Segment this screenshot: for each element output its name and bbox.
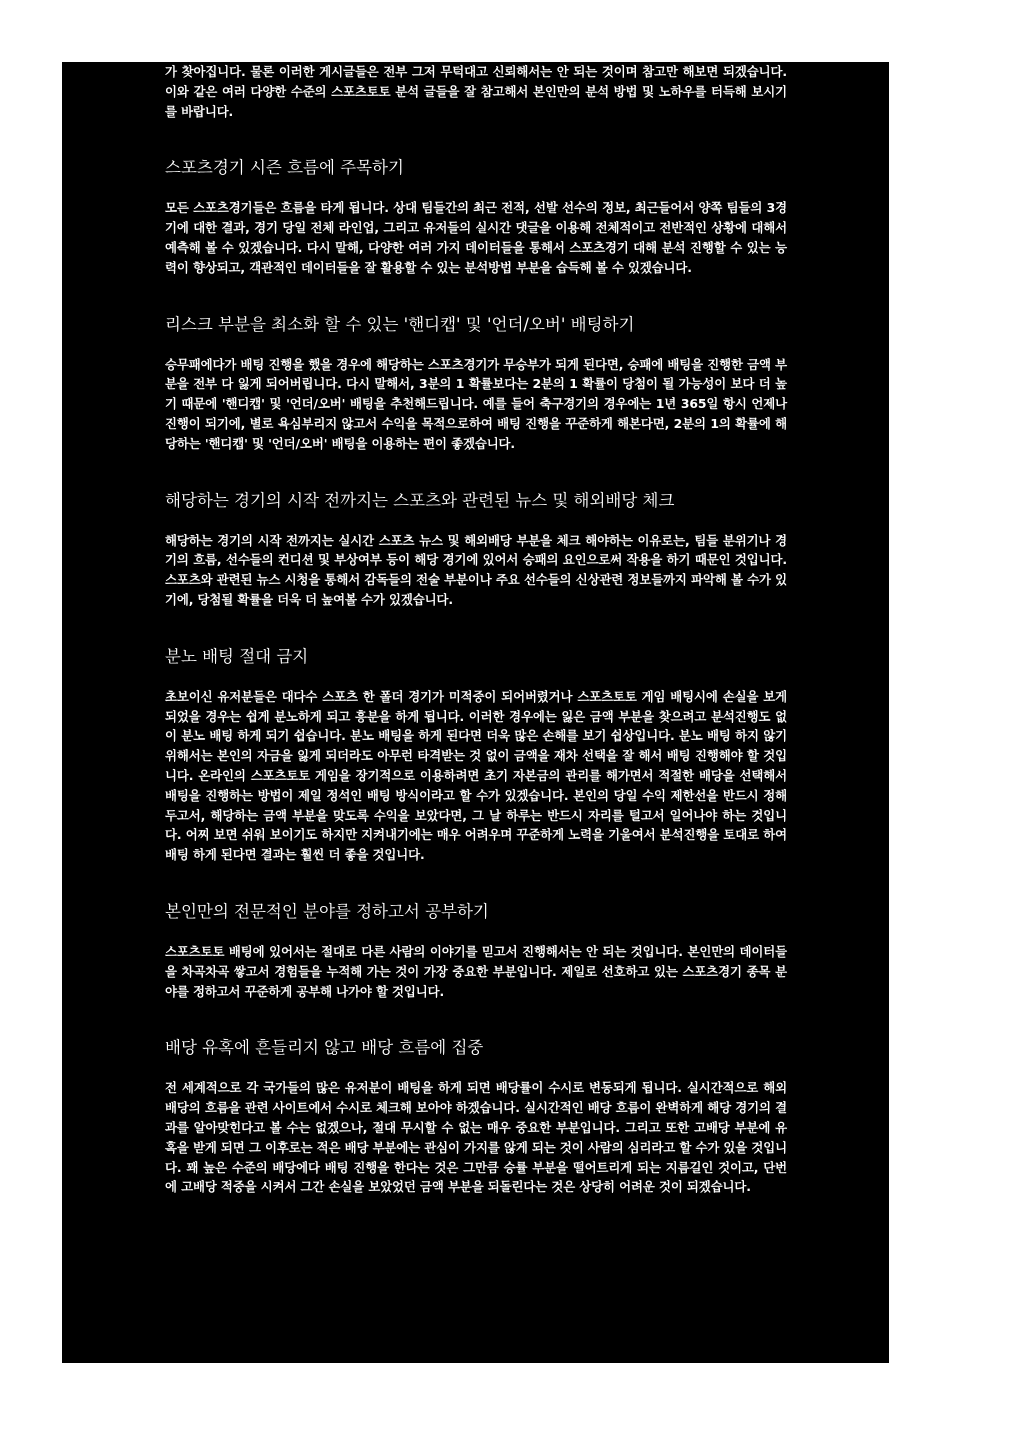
section-heading-handicap: 리스크 부분을 최소화 할 수 있는 '핸디캡' 및 '언더/오버' 배팅하기 xyxy=(165,314,635,334)
section-body-season-flow: 모든 스포츠경기들은 흐름을 타게 됩니다. 상대 팀들간의 최근 전적, 선발 선수의 정보, 최근들어서 양쪽 팀들의 3경기에 대한 결과, 경기 당일 전체 라인업, 그리고 유저들의 실시간 댓글을 이용해 전체적이고 전반적인 상황에 대해서 예측해 볼 수 있겠습니다. 다시 말해, 다양한 여러 가지 데이터들을 통해서 스포츠경기 대해 분석 진행할 수 있는 능력이 향상되고, 객관적인 데이터들을 잘 활용할 수 있는 분석방법 부분을 습득해 볼 수 있겠습니다. xyxy=(165,200,787,275)
section-body-odds-flow: 전 세계적으로 각 국가들의 많은 유저분이 배팅을 하게 되면 배당률이 수시로 변동되게 됩니다. 실시간적으로 해외 배당의 흐름을 관련 사이트에서 수시로 체크해 보아야 하겠습니다. 실시간적인 배당 흐름이 완벽하게 해당 경기의 결과를 알아맞힌다고 볼 수는 없겠으나, 절대 무시할 수 없는 매우 중요한 부분입니다. 그리고 또한 고배당 부분에 유혹을 받게 되면 그 이후로는 적은 배당 부분에는 관심이 가지를 않게 되는 것이 사람의 심리라고 할 수가 있을 것입니다. 꽤 높은 수준의 배당에다 배팅 진행을 한다는 것은 그만큼 승률 부분을 떨어트리게 되는 지름길인 것이고, 단번에 고배당 적중을 시켜서 그간 손실을 보았었던 금액 부분을 되돌린다는 것은 상당히 어려운 것이 되겠습니다. xyxy=(165,1080,787,1195)
section-body-handicap: 승무패에다가 배팅 진행을 했을 경우에 해당하는 스포츠경기가 무승부가 되게 된다면, 승패에 배팅을 진행한 금액 부분을 전부 다 잃게 되어버립니다. 다시 말해서, 3분의 1 확률보다는 2분의 1 확률이 당첨이 될 가능성이 보다 더 높기 때문에 '핸디캡' 및 '언더/오버' 배팅을 추천해드립니다. 예를 들어 축구경기의 경우에는 1년 365일 항시 언제나 진행이 되기에, 별로 욕심부리지 않고서 수익을 목적으로하여 배팅 진행을 꾸준하게 해본다면, 2분의 1의 확률에 해당하는 '핸디캡' 및 '언더/오버' 배팅을 이용하는 편이 좋겠습니다. xyxy=(165,356,787,451)
intro-paragraph: 가 찾아집니다. 물론 이러한 게시글들은 전부 그저 무턱대고 신뢰해서는 안 되는 것이며 참고만 해보면 되겠습니다. 이와 같은 여러 다양한 수준의 스포츠토토 분석 글들을 잘 참고해서 본인만의 분석 방법 및 노하우를 터득해 보시기를 바랍니다. xyxy=(165,64,787,119)
section-heading-specialty: 본인만의 전문적인 분야를 정하고서 공부하기 xyxy=(165,901,489,921)
section-body-news-check: 해당하는 경기의 시작 전까지는 실시간 스포츠 뉴스 및 해외배당 부분을 체크 해야하는 이유로는, 팀들 분위기나 경기의 흐름, 선수들의 컨디션 및 부상여부 등이 해당 경기에 있어서 승패의 요인으로써 작용을 하기 때문인 것입니다. 스포츠와 관련된 뉴스 시청을 통해서 감독들의 전술 부분이나 주요 선수들의 신상관련 정보들까지 파악해 볼 수가 있기에, 당첨될 확률을 더욱 더 높여볼 수가 있겠습니다. xyxy=(165,532,787,607)
section-heading-odds-flow: 배당 유혹에 흔들리지 않고 배당 흐름에 집중 xyxy=(165,1038,484,1058)
section-heading-anger-betting: 분노 배팅 절대 금지 xyxy=(165,646,309,666)
document-page xyxy=(62,62,889,1363)
section-body-anger-betting: 초보이신 유저분들은 대다수 스포츠 한 폴더 경기가 미적중이 되어버렸거나 스포츠토토 게임 배팅시에 손실을 보게 되었을 경우는 쉽게 분노하게 되고 흥분을 하게 됩니다. 이러한 경우에는 잃은 금액 부분을 찾으려고 분석진행도 없이 분노 배팅 하게 되기 쉽습니다. 분노 배팅을 하게 된다면 더욱 많은 손해를 보기 쉽상입니다. 분노 배팅 하지 않기 위해서는 본인의 자금을 잃게 되더라도 아무런 타격받는 것 없이 금액을 재차 선택을 잘 해서 배팅 진행해야 할 것입니다. 온라인의 스포츠토토 게임을 장기적으로 이용하려면 초기 자본금의 관리를 해가면서 적절한 배당을 선택해서 배팅을 진행하는 방법이 제일 정석인 배팅 방식이라고 할 수가 있겠습니다. 본인의 당일 수익 제한선을 반드시 정해두고서, 해당하는 금액 부분을 맞도록 수익을 보았다면, 그 날 하루는 반드시 자리를 털고서 일어나야 하는 것입니다. 어찌 보면 쉬워 보이기도 하지만 지켜내기에는 매우 어려우며 꾸준하게 노력을 기울여서 분석진행을 토대로 하여 배팅 하게 된다면 결과는 훨씬 더 좋을 것입니다. xyxy=(165,688,787,863)
section-body-specialty: 스포츠토토 배팅에 있어서는 절대로 다른 사람의 이야기를 믿고서 진행해서는 안 되는 것입니다. 본인만의 데이터들을 차곡차곡 쌓고서 경험들을 누적해 가는 것이 가장 중요한 부분입니다. 제일로 선호하고 있는 스포츠경기 종목 분야를 정하고서 꾸준하게 공부해 나가야 할 것입니다. xyxy=(165,943,787,999)
section-heading-season-flow: 스포츠경기 시즌 흐름에 주목하기 xyxy=(165,158,404,178)
article-body xyxy=(165,62,787,1197)
section-heading-news-check: 해당하는 경기의 시작 전까지는 스포츠와 관련된 뉴스 및 해외배당 체크 xyxy=(165,490,675,510)
